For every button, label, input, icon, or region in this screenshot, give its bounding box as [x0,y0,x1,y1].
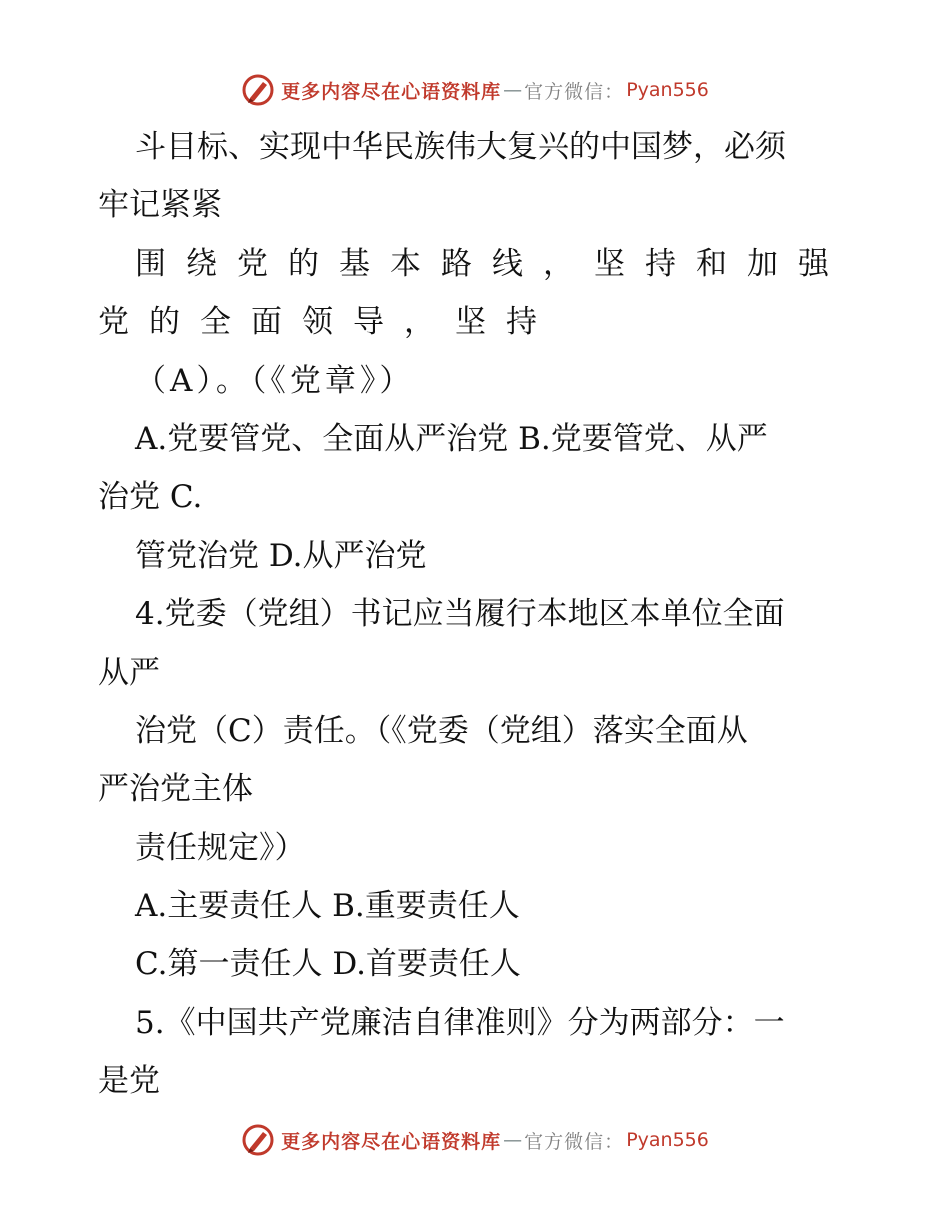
watermark-wechat-label: 官方微信： [524,1130,625,1153]
watermark-promo-text: 更多内容尽在心语资料库 [281,80,502,103]
text-line: 斗目标、实现中华民族伟大复兴的中国梦，必须 [135,129,786,165]
text-line: 治党（C）责任。（《党委（党组）落实全面从 [135,712,748,749]
text-line: 是党 [98,1063,160,1100]
text-line: A.党要管党、全面从严治党 B.党要管党、从严 [135,420,768,457]
text-line: A.主要责任人 B.重要责任人 [135,888,520,925]
watermark-wechat-id: Pyan556 [626,1129,709,1151]
text-line: 党的全面领导，坚持 [98,304,557,341]
text-line: 5.《中国共产党廉洁自律准则》分为两部分：一 [135,1004,785,1041]
text-line: 治党 C. [98,479,203,516]
red-pen-logo-icon [241,73,275,107]
watermark-wechat-label: 官方微信： [524,80,625,103]
watermark-promo-text: 更多内容尽在心语资料库 [281,1130,502,1153]
text-line: 4.党委（党组）书记应当履行本地区本单位全面 [135,596,785,633]
watermark-wechat-id: Pyan556 [626,79,709,101]
header-watermark [0,70,950,110]
text-line: 管党治党 D.从严治党 [135,537,427,574]
watermark-dash: — [503,1129,523,1151]
text-line: 牢记紧紧 [98,187,222,224]
text-line: 从严 [98,654,160,691]
text-line: 责任规定》） [135,829,306,866]
text-line: 严治党主体 [98,771,253,808]
text-line: （A）。（《党章》） [135,362,415,399]
text-line: C.第一责任人 D.首要责任人 [135,946,521,983]
red-pen-logo-icon [241,1123,275,1157]
document-body [98,118,858,1111]
footer-watermark [0,1120,950,1160]
watermark-dash: — [503,79,523,101]
text-line: 围绕党的基本路线，坚持和加强 [135,245,849,282]
